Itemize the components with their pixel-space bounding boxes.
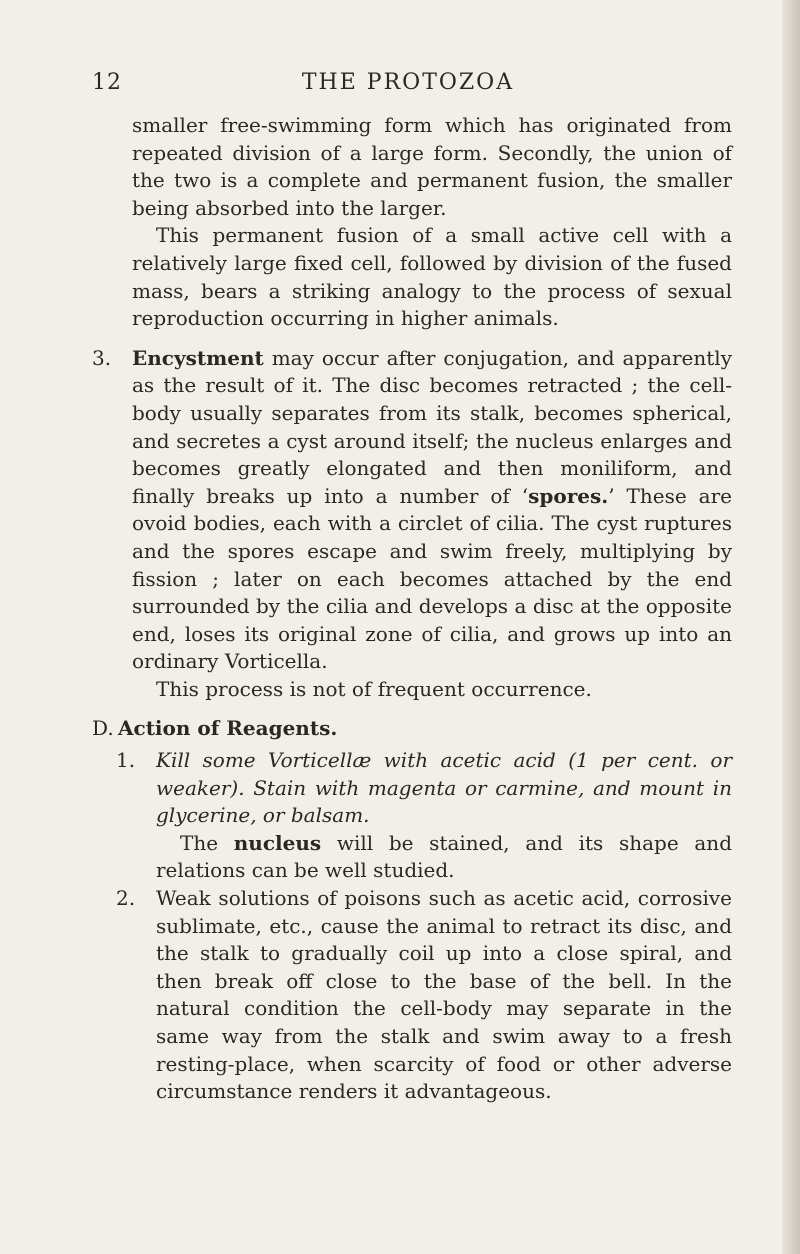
item-encystment: 3. Encystment may occur after conjugation, and apparently as the result of it. The disc becomes retracted ; the cell-body usually separates from its stalk, becomes spherical, and secretes a cyst around itself; the nucleus enlarges and becomes greatly elongated and then moniliform, and finally breaks up into a number of ‘spores.’ These are ovoid bodies, each with a circlet of cilia. The cyst ruptures and the spores escape and swim freely, multiplying by fission ; later on each becomes attached by the end surrounded by the cilia and develops a disc at the opposite end, loses its original zone of cilia, and grows up into an ordinary Vorticella. [92, 345, 732, 674]
paragraph-note: This process is not of frequent occurrence. [156, 676, 592, 701]
page-body [92, 112, 732, 1106]
instruction-italic: Kill some Vorticellæ with acetic acid (1 per cent. or weaker). Stain with magenta or carmine, and mount in glycerine, or balsam. [156, 748, 732, 828]
term-nucleus: nucleus [233, 830, 322, 855]
item-kill-stain [116, 747, 732, 830]
paragraph-continued: smaller free-swimming form which has originated from repeated division of a large form. Secondly, the union of the two is a complete and permanent fusion, the smaller being absorbed into the larger. [132, 113, 733, 220]
paragraph-nucleus: The nucleus will be stained, and its shape and relations can be well studied. [156, 830, 732, 883]
page-edge-shadow [782, 0, 800, 1254]
item-weak-solutions: 2. Weak solutions of poisons such as acetic acid, corrosive sublimate, etc., cause the animal to retract its disc, and the stalk to gradually coil up into a close spiral, and then break off close to the base of the bell. In the natural condition the cell-body may separate in the same way from the stalk and swim away to a fresh resting-place, when scarcity of food or other adverse circumstance renders it advantageous. [116, 886, 732, 1104]
page-number: 12 [92, 70, 122, 95]
section-letter: D. [92, 716, 114, 741]
term-spores: spores. [528, 483, 609, 508]
paragraph-fusion-analogy: This permanent fusion of a small active cell with a relatively large fixed cell, followed by division of the fused mass, bears a striking analogy to the process of sexual reproduction occurring in higher animals. [132, 223, 732, 331]
term-encystment: Encystment [132, 345, 264, 370]
section-title: Action of Reagents. [118, 716, 338, 741]
item-number: 2. [116, 886, 136, 911]
running-title: THE PROTOZOA [301, 70, 515, 95]
item-number: 3. [92, 345, 112, 370]
page-header [92, 70, 724, 100]
item-number: 1. [116, 748, 136, 773]
section-heading [92, 715, 732, 743]
